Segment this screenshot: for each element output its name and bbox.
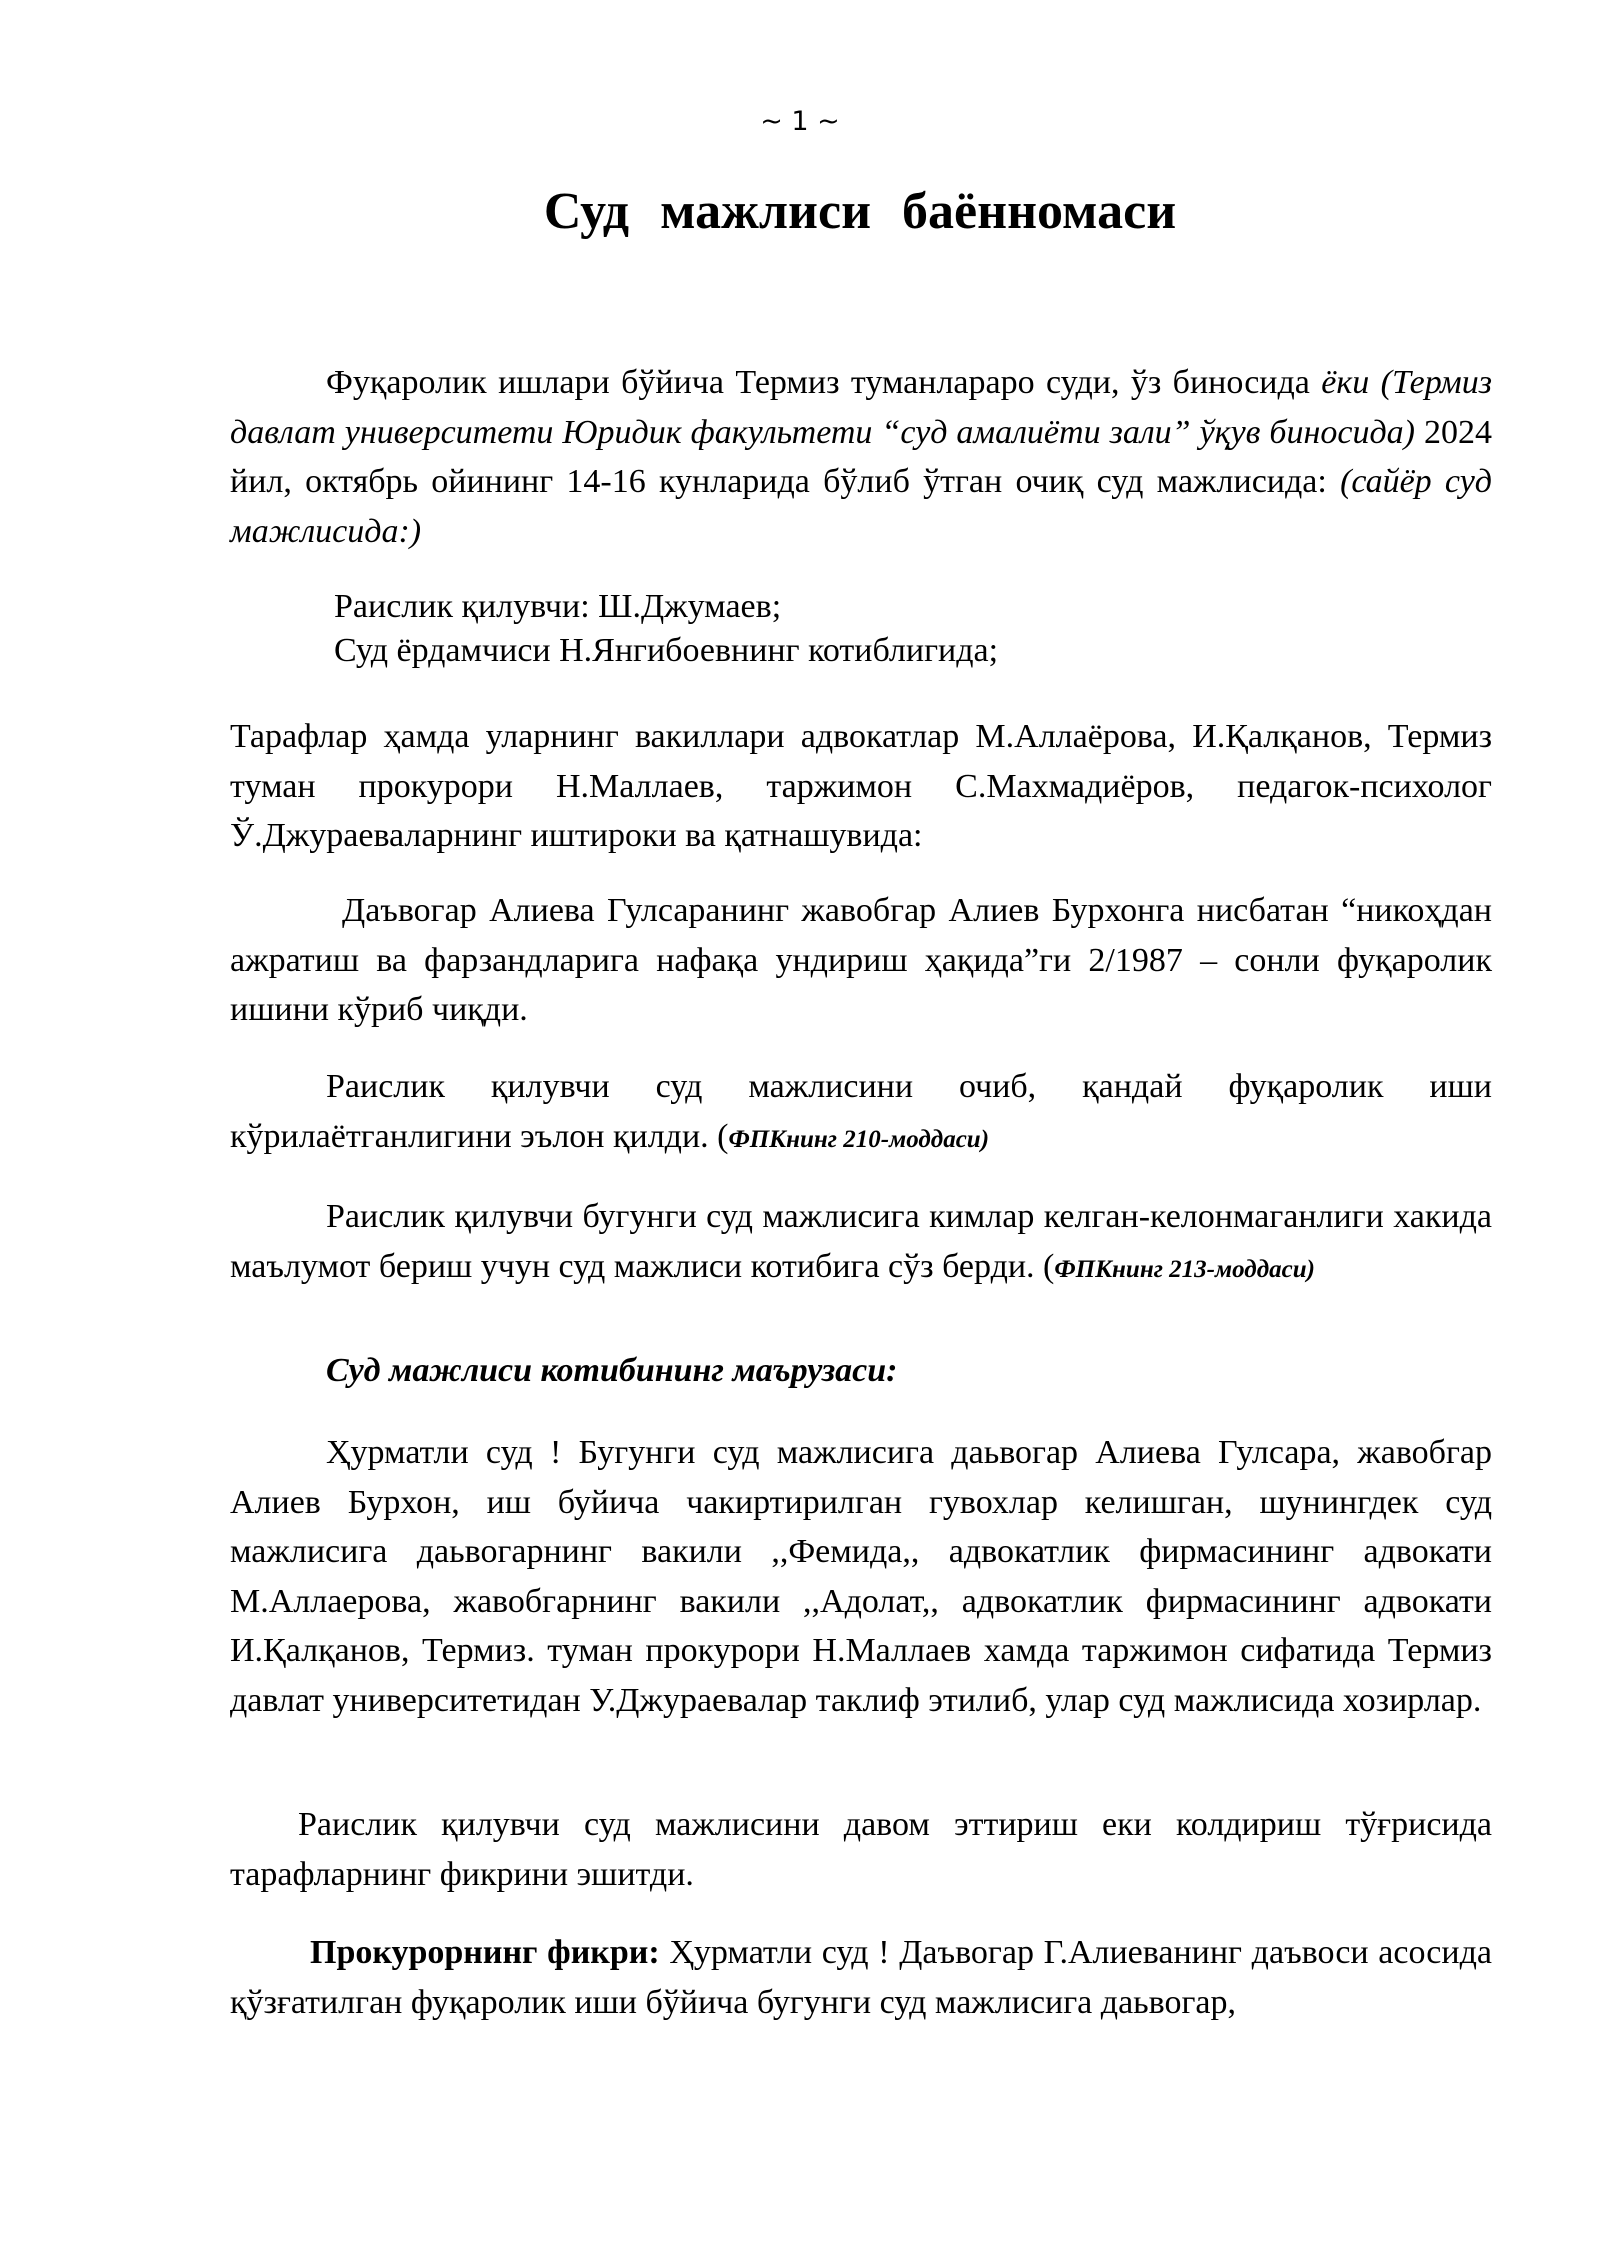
- prosecutor-paragraph: [230, 1928, 1492, 2027]
- opening-article-ref: ФПКнинг 210-моддаси): [728, 1125, 990, 1153]
- clerk-report-heading: Суд мажлиси котибининг маърузаси:: [326, 1352, 898, 1389]
- intro-italic-2: (сайёр суд мажлисида:): [230, 463, 1492, 550]
- attendance-paragraph: [230, 1192, 1492, 1294]
- document-title: Суд мажлиси баённомаси: [543, 183, 1177, 240]
- attendance-article-ref: ФПКнинг 213-моддаси): [1054, 1255, 1315, 1283]
- opening-text: Раислик қилувчи суд мажлисини очиб, қандай фуқаролик иши кўрилаётганлигини эълон қилди. (: [230, 1068, 1492, 1155]
- parties-paragraph: Тарафлар ҳамда уларнинг вакиллари адвокатлар М.Аллаёрова, И.Қалқанов, Термиз туман прокурори Н.Маллаев, таржимон С.Махмадиёров, педагок-психолог Ў.Джураеваларнинг иштироки ва қатнашувида:: [230, 718, 1492, 854]
- clerk-line: Суд ёрдамчиси Н.Янгибоевнинг котиблигида;: [334, 632, 999, 669]
- continue-question-paragraph: Раислик қилувчи суд мажлисини давом эттириш еки колдириш тўғрисида тарафларнинг фикрини эшитди.: [230, 1806, 1492, 1893]
- intro-text: Фуқаролик ишлари бўйича Термиз туманлараро суди, ўз биносида: [326, 364, 1322, 401]
- prosecutor-text: Ҳурматли суд ! Даъвогар Г.Алиеванинг даъвоси асосида қўзғатилган фуқаролик иши бўйича бугунги суд мажлисига даьвогар,: [230, 1934, 1492, 2021]
- case-paragraph: Даъвогар Алиева Гулсаранинг жавобгар Алиев Бурхонга нисбатан “никоҳдан ажратиш ва фарзандларига нафақа ундириш ҳақида”ги 2/1987 – сонли фуқаролик ишини кўриб чиқди.: [230, 892, 1492, 1028]
- attendance-text: Раислик қилувчи бугунги суд мажлисига кимлар келган-келонмаганлиги хакида маълумот бериш учун суд мажлиси котибига сўз берди. (: [230, 1198, 1492, 1285]
- intro-italic: ёки (Термиз давлат университети Юридик факультети “суд амалиёти зали” ўқув биносида): [230, 364, 1492, 451]
- page-number: ~ 1 ~: [760, 106, 840, 137]
- clerk-report-paragraph: Ҳурматли суд ! Бугунги суд мажлисига даьвогар Алиева Гулсара, жавобгар Алиев Бурхон, иш буйича чакиртирилган гувохлар келишган, шунингдек суд мажлисига даьвогарнинг вакили ,,Фемида,, адвокатлик фирмасининг адвокати М.Аллаерова, жавобгарнинг вакили ,,Адолат,, адвокатлик фирмасининг адвокати И.Қалқанов, Термиз. туман прокурори Н.Маллаев хамда таржимон сифатида Термиз давлат университетидан У.Джураевалар таклиф этилиб, улар суд мажлисида хозирлар.: [230, 1434, 1492, 1719]
- intro-paragraph: [230, 358, 1492, 556]
- presiding-judge: Раислик қилувчи: Ш.Джумаев;: [334, 588, 782, 625]
- opening-paragraph: [230, 1062, 1492, 1164]
- intro-text-2: 2024 йил, октябрь ойининг 14-16 кунларида бўлиб ўтган очиқ суд мажлисида:: [230, 413, 1493, 500]
- prosecutor-label: Прокурорнинг фикри:: [310, 1934, 660, 1971]
